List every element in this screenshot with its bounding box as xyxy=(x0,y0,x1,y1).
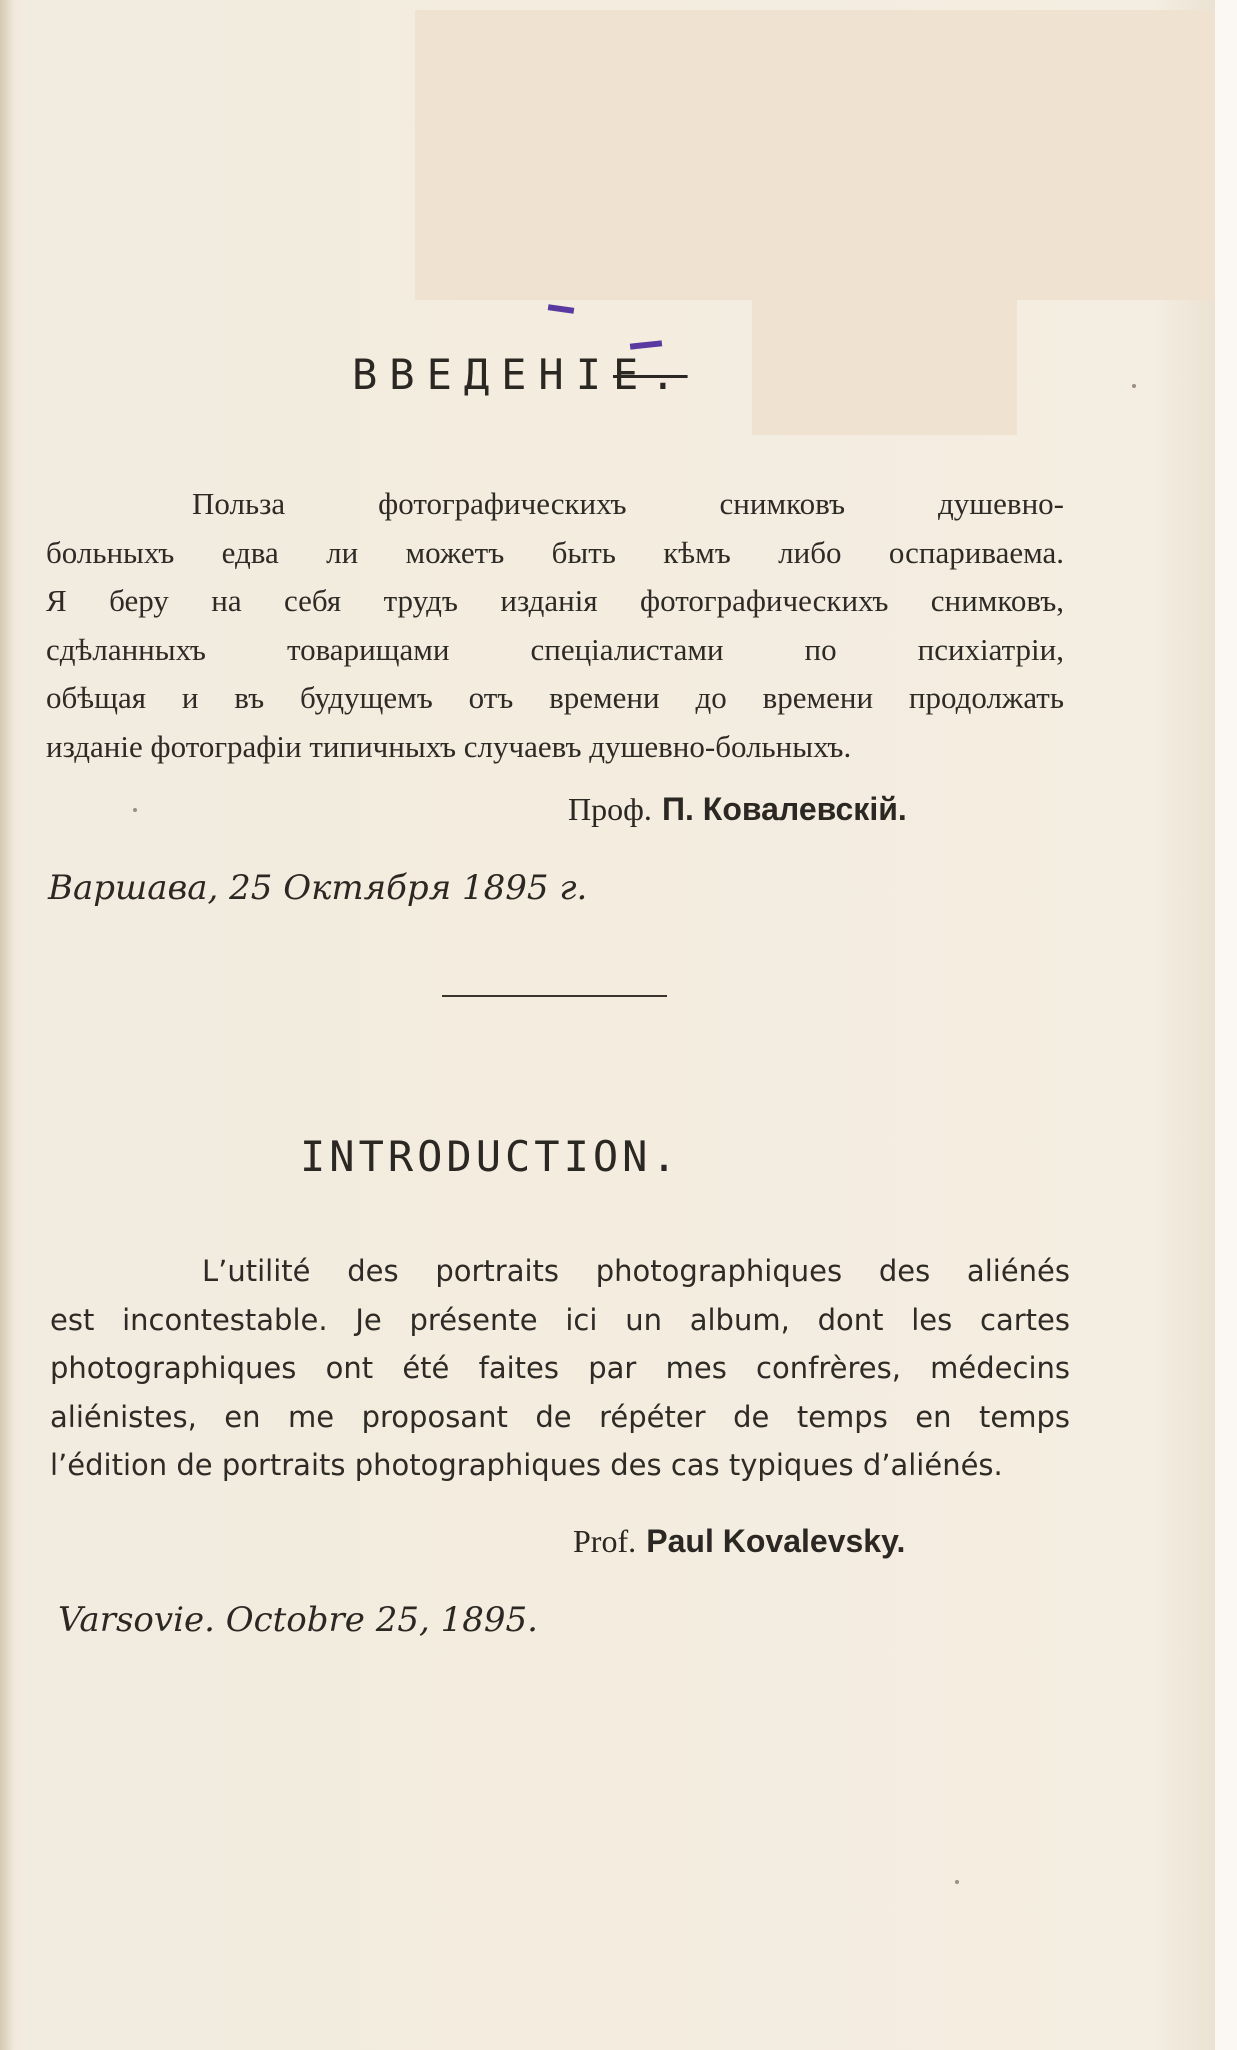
stamp-mark-left xyxy=(548,304,575,314)
french-paragraph-line: l’édition de portraits photographiques des cas typiques d’aliénés. xyxy=(50,1448,1003,1482)
french-paragraph-line: L’utilité des portraits photographiques des aliénés xyxy=(202,1254,1070,1288)
russian-title-struck: Е. xyxy=(613,350,688,399)
french-signature-name: Paul Kovalevsky. xyxy=(646,1523,906,1559)
french-paragraph xyxy=(50,1247,1070,1490)
redaction-block-top xyxy=(415,10,1215,300)
scan-margin-right xyxy=(1215,0,1237,2050)
russian-place-date: Варшава, 25 Октября 1895 г. xyxy=(48,868,588,908)
french-paragraph-line: aliénistes, en me proposant de répéter de temps en temps xyxy=(50,1399,1070,1434)
french-signature-prefix: Prof. xyxy=(573,1523,637,1559)
paper-speck xyxy=(955,1880,959,1884)
russian-paragraph xyxy=(46,480,1064,771)
french-place-date: Varsovie. Octobre 25, 1895. xyxy=(58,1600,538,1640)
russian-title-main: ВВЕДЕНІ xyxy=(352,350,614,399)
russian-paragraph-line: Польза фотографическихъ снимковъ душевно- xyxy=(192,486,1064,521)
french-signature xyxy=(573,1522,905,1560)
page-gutter-shadow xyxy=(0,0,14,2050)
paper-speck xyxy=(133,808,137,812)
stamp-mark-right xyxy=(630,340,662,349)
russian-paragraph-line: сдѣланныхъ товарищами спеціалистами по психіатріи, xyxy=(46,631,1064,667)
russian-signature-name: П. Ковалевскій. xyxy=(662,791,907,827)
paper-speck xyxy=(1132,384,1136,388)
french-paragraph-line: est incontestable. Je présente ici un album, dont les cartes xyxy=(50,1302,1070,1337)
russian-paragraph-line: изданіе фотографіи типичныхъ случаевъ душевно-больныхъ. xyxy=(46,728,852,764)
russian-paragraph-line: больныхъ едва ли можетъ быть кѣмъ либо оспариваема. xyxy=(46,534,1064,570)
russian-title xyxy=(352,350,688,399)
french-paragraph-line: photographiques ont été faites par mes confrères, médecins xyxy=(50,1351,1070,1385)
french-title: INTRODUCTION. xyxy=(300,1132,681,1181)
section-divider xyxy=(442,995,667,997)
russian-signature xyxy=(568,790,907,828)
russian-paragraph-line: Я беру на себя трудъ изданія фотографическихъ снимковъ, xyxy=(46,583,1064,618)
redaction-block-middle xyxy=(752,290,1017,435)
russian-signature-prefix: Проф. xyxy=(568,791,652,827)
russian-paragraph-line: обѣщая и въ будущемъ отъ времени до времени продолжать xyxy=(46,680,1064,715)
